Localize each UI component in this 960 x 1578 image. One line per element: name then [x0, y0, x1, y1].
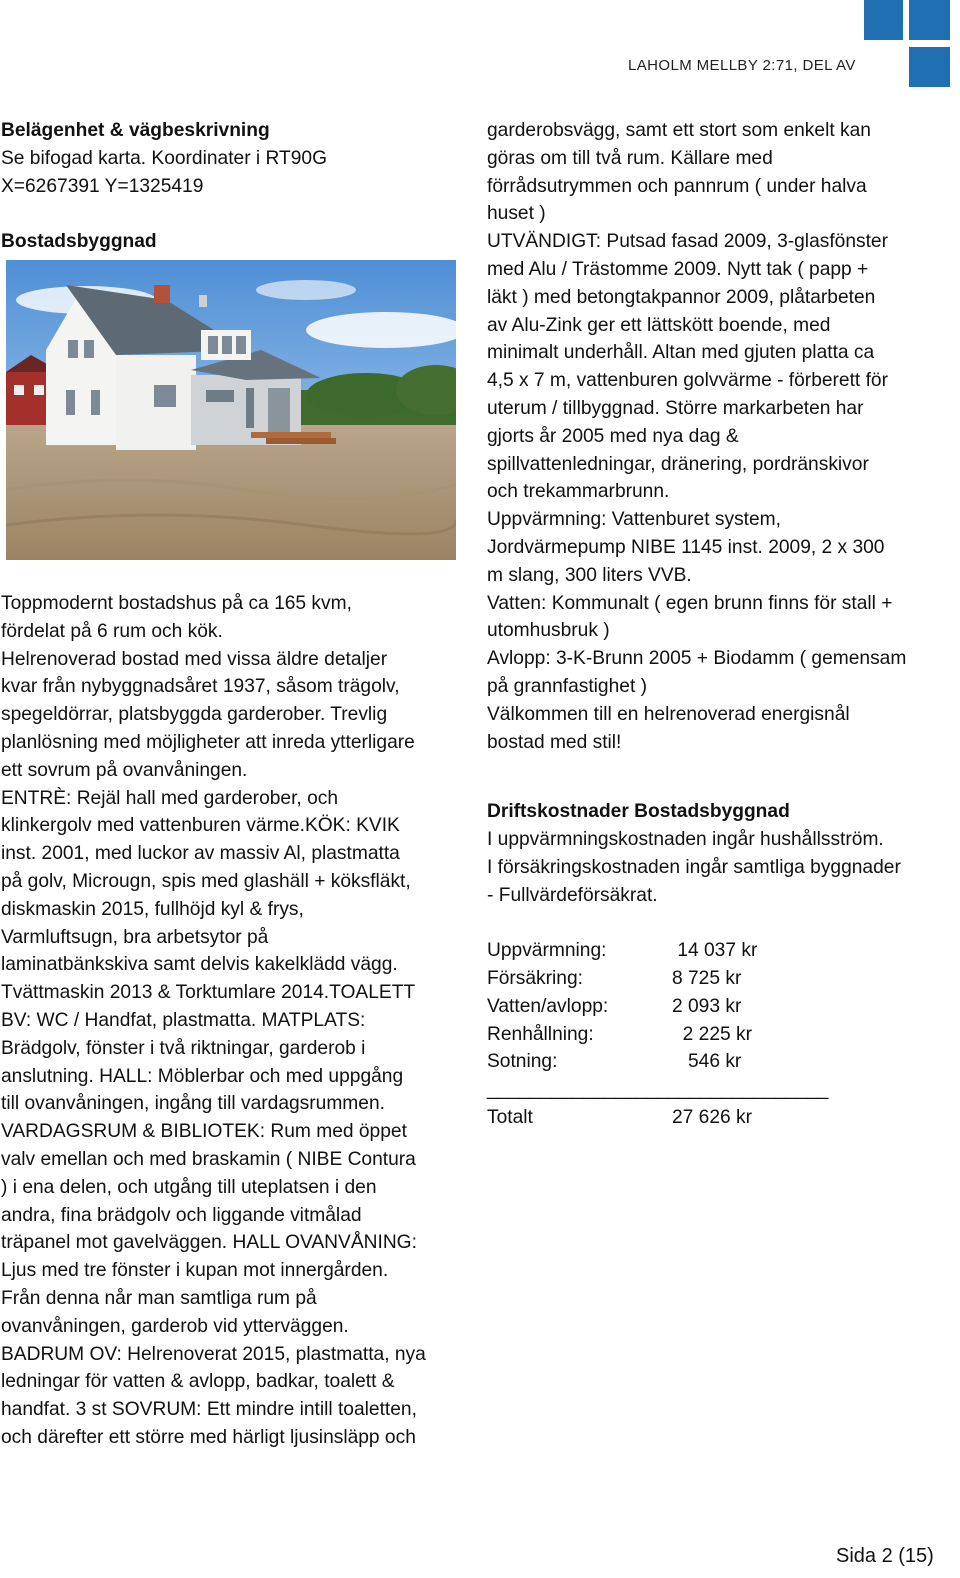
location-coordinates: X=6267391 Y=1325419 — [1, 175, 204, 197]
right-column — [487, 117, 957, 1132]
text-line: spillvattenledningar, dränering, pordränskivor — [487, 453, 869, 475]
text-line: 4,5 x 7 m, vattenburen golvvärme - förberett för — [487, 370, 888, 392]
cost-value: 14 037 kr — [672, 940, 758, 962]
text-line: Jordvärmepump NIBE 1145 inst. 2009, 2 x 300 — [487, 536, 885, 558]
text-line: planlösning med möjligheter att inreda ytterligare — [1, 731, 415, 753]
text-line: Uppvärmning: Vattenburet system, — [487, 509, 781, 531]
house-photo — [6, 260, 456, 560]
text-line: ett sovrum på ovanvåningen. — [1, 759, 248, 781]
left-column — [1, 117, 471, 1452]
text-line: Brädgolv, fönster i två riktningar, garderob i — [1, 1037, 366, 1059]
text-line: UTVÄNDIGT: Putsad fasad 2009, 3-glasfönster — [487, 231, 888, 253]
text-line: Vatten: Kommunalt ( egen brunn finns för stall + — [487, 592, 893, 614]
location-heading: Belägenhet & vägbeskrivning — [1, 120, 270, 141]
costs-note: - Fullvärdeförsäkrat. — [487, 884, 658, 906]
costs-total-row — [487, 1104, 957, 1132]
text-line: utomhusbruk ) — [487, 620, 610, 642]
text-line: BV: WC / Handfat, plastmatta. MATPLATS: — [1, 1009, 366, 1031]
text-line: Varmluftsugn, bra arbetsytor på — [1, 926, 269, 948]
costs-heading: Driftskostnader Bostadsbyggnad — [487, 801, 790, 823]
costs-table — [487, 937, 957, 1076]
text-line: minimalt underhåll. Altan med gjuten platta ca — [487, 342, 875, 364]
text-line: på golv, Microugn, spis med glashäll + köksfläkt, — [1, 870, 411, 892]
description-continued — [487, 117, 957, 756]
brand-logo — [864, 0, 960, 90]
costs-note: I försäkringskostnaden ingår samtliga byggnader — [487, 856, 901, 878]
text-line: Avlopp: 3-K-Brunn 2005 + Biodamm ( gemensam — [487, 648, 907, 670]
text-line: uterum / tillbyggnad. Större markarbeten har — [487, 397, 864, 419]
text-line: Toppmodernt bostadshus på ca 165 kvm, — [1, 592, 352, 614]
logo-square — [864, 0, 903, 40]
text-line: huset ) — [487, 203, 546, 225]
text-line: förrådsutrymmen och pannrum ( under halva — [487, 175, 867, 197]
cost-row — [487, 965, 957, 993]
total-label: Totalt — [487, 1106, 533, 1128]
costs-separator: ________________________________ — [487, 1079, 829, 1101]
document-title: LAHOLM MELLBY 2:71, DEL AV — [628, 57, 856, 74]
cost-value: 2 225 kr — [672, 1023, 752, 1045]
text-line: träpanel mot gavelväggen. HALL OVANVÅNING: — [1, 1232, 417, 1254]
text-line: med Alu / Trästomme 2009. Nytt tak ( papp + — [487, 258, 869, 280]
location-text: Se bifogad karta. Koordinater i RT90G — [1, 147, 328, 169]
text-line: Från denna når man samtliga rum på — [1, 1287, 317, 1309]
text-line: av Alu-Zink ger ett lättskött boende, med — [487, 314, 831, 336]
cost-label: Renhållning: — [487, 1023, 594, 1045]
text-line: diskmaskin 2015, fullhöjd kyl & frys, — [1, 898, 304, 920]
text-line: kvar från nybyggnadsåret 1937, såsom trägolv, — [1, 676, 400, 698]
text-line: VARDAGSRUM & BIBLIOTEK: Rum med öppet — [1, 1121, 407, 1143]
text-line: BADRUM OV: Helrenoverat 2015, plastmatta, nya — [1, 1343, 426, 1365]
text-line: inst. 2001, med luckor av massiv Al, plastmatta — [1, 843, 400, 865]
cost-row — [487, 1021, 957, 1049]
text-line: på grannfastighet ) — [487, 675, 648, 697]
text-line: spegeldörrar, platsbyggda garderober. Trevlig — [1, 704, 388, 726]
cost-row — [487, 1048, 957, 1076]
cost-label: Sotning: — [487, 1051, 558, 1073]
text-line: göras om till två rum. Källare med — [487, 147, 773, 169]
text-line: garderobsvägg, samt ett stort som enkelt kan — [487, 120, 871, 141]
text-line: klinkergolv med vattenburen värme.KÖK: KVIK — [1, 815, 400, 837]
text-line: laminatbänkskiva samt delvis kakelklädd vägg. — [1, 954, 398, 976]
logo-square — [909, 0, 950, 40]
cost-label: Försäkring: — [487, 967, 583, 989]
text-line: m slang, 300 liters VVB. — [487, 564, 692, 586]
cost-label: Uppvärmning: — [487, 940, 607, 962]
text-line: till ovanvåningen, ingång till vardagsrummen. — [1, 1093, 385, 1115]
text-line: ovanvåningen, garderob vid ytterväggen. — [1, 1315, 349, 1337]
cost-value: 546 kr — [672, 1051, 742, 1073]
text-line: och därefter ett större med härligt ljusinsläpp och — [1, 1426, 416, 1448]
cost-row — [487, 937, 957, 965]
text-line: Tvättmaskin 2013 & Torktumlare 2014.TOALETT — [1, 982, 416, 1004]
cost-value: 8 725 kr — [672, 967, 742, 989]
text-line: gjorts år 2005 med nya dag & — [487, 425, 739, 447]
text-line: ledningar för vatten & avlopp, badkar, toalett & — [1, 1371, 395, 1393]
text-line: fördelat på 6 rum och kök. — [1, 620, 223, 642]
text-line: Ljus med tre fönster i kupan mot innergården. — [1, 1260, 389, 1282]
text-line: ) i ena delen, och utgång till uteplatsen i den — [1, 1176, 377, 1198]
cost-value: 2 093 kr — [672, 995, 742, 1017]
text-line: Helrenoverad bostad med vissa äldre detaljer — [1, 648, 388, 670]
text-line: handfat. 3 st SOVRUM: Ett mindre intill toaletten, — [1, 1399, 417, 1421]
text-line: valv emellan och med braskamin ( NIBE Contura — [1, 1148, 416, 1170]
costs-note: I uppvärmningskostnaden ingår hushållsström. — [487, 828, 884, 850]
cost-row — [487, 993, 957, 1021]
text-line: Välkommen till en helrenoverad energisnål — [487, 703, 850, 725]
total-value: 27 626 kr — [672, 1106, 753, 1128]
building-heading: Bostadsbyggnad — [1, 231, 157, 253]
logo-square — [909, 47, 950, 87]
text-line: anslutning. HALL: Möblerbar och med uppgång — [1, 1065, 404, 1087]
description-text — [1, 590, 471, 1452]
cost-label: Vatten/avlopp: — [487, 995, 609, 1017]
text-line: läkt ) med betongtakpannor 2009, plåtarbeten — [487, 286, 876, 308]
page-number: Sida 2 (15) — [836, 1545, 934, 1567]
text-line: ENTRÈ: Rejäl hall med garderober, och — [1, 787, 339, 809]
text-line: andra, fina brädgolv och liggande vitmålad — [1, 1204, 362, 1226]
text-line: bostad med stil! — [487, 731, 622, 753]
text-line: och trekammarbrunn. — [487, 481, 670, 503]
